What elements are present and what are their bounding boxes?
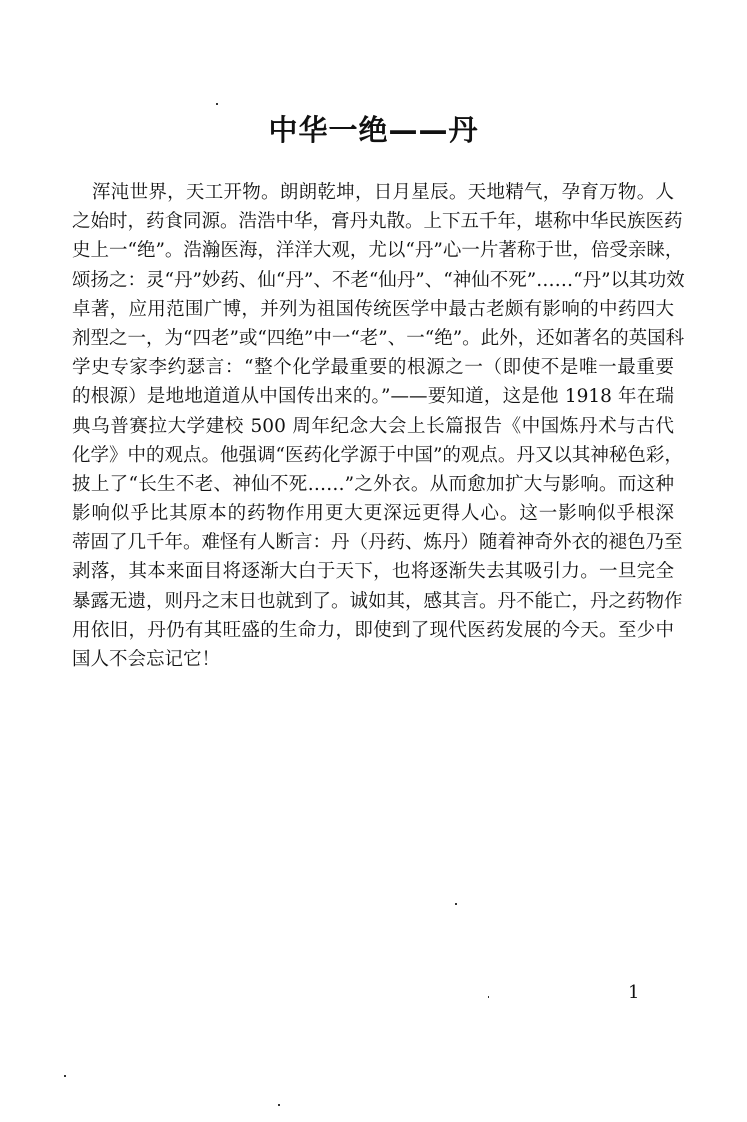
text-line: 之始时，药食同源。浩浩中华，膏丹丸散。上下五千年，堪称中华民族医药 [72,211,683,233]
text-line: 剥落，其本来面目将逐渐大白于天下，也将逐渐失去其吸引力。一旦完全 [72,561,674,583]
scan-speck [488,996,489,998]
text-line: 国人不会忘记它！ [72,649,221,670]
text-line: 影响似乎比其原本的药物作用更大更深远更得人心。这一影响似乎根深 [72,503,674,525]
text-line: 的根源）是地地道道从中国传出来的。”——要知道，这是他 1918 年在瑞 [72,386,674,408]
text-line: 浑沌世界，天工开物。朗朗乾坤，日月星辰。天地精气，孕育万物。人 [92,182,674,203]
text-line: 史上一“绝”。浩瀚医海，洋洋大观，尤以“丹”心一片著称于世，倍受亲睐， [72,240,684,262]
text-line: 剂型之一，为“四老”或“四绝”中一“老”、一“绝”。此外，还如著名的英国科 [72,327,685,349]
scan-speck [455,903,457,905]
page-title: 中华一绝——丹 [268,113,479,147]
text-line: 蒂固了几千年。难怪有人断言：丹（丹药、炼丹）随着神奇外衣的褪色乃至 [72,532,683,554]
text-line: 化学》中的观点。他强调“医药化学源于中国”的观点。丹又以其神秘色彩， [72,444,683,466]
scan-speck [278,1104,280,1106]
text-line: 学史专家李约瑟言：“整个化学最重要的根源之一（即使不是唯一最重要 [72,357,674,379]
scan-speck [216,103,218,105]
text-line: 典乌普赛拉大学建校 500 周年纪念大会上长篇报告《中国炼丹术与古代 [72,415,674,437]
body-paragraph [72,178,685,674]
text-line: 暴露无遗，则丹之末日也就到了。诚如其，感其言。丹不能亡，丹之药物作 [72,590,683,612]
page-number: 1 [628,982,640,1003]
text-line: 披上了“长生不老、神仙不死……”之外衣。从而愈加扩大与影响。而这种 [72,473,674,495]
scan-speck [64,1075,66,1077]
text-line: 颂扬之：灵“丹”妙药、仙“丹”、不老“仙丹”、“神仙不死”……“丹”以其功效 [72,269,685,291]
text-line: 卓著，应用范围广博，并列为祖国传统医学中最古老颇有影响的中药四大 [72,298,674,320]
text-line: 用依旧，丹仍有其旺盛的生命力，即使到了现代医药发展的今天。至少中 [72,619,674,641]
